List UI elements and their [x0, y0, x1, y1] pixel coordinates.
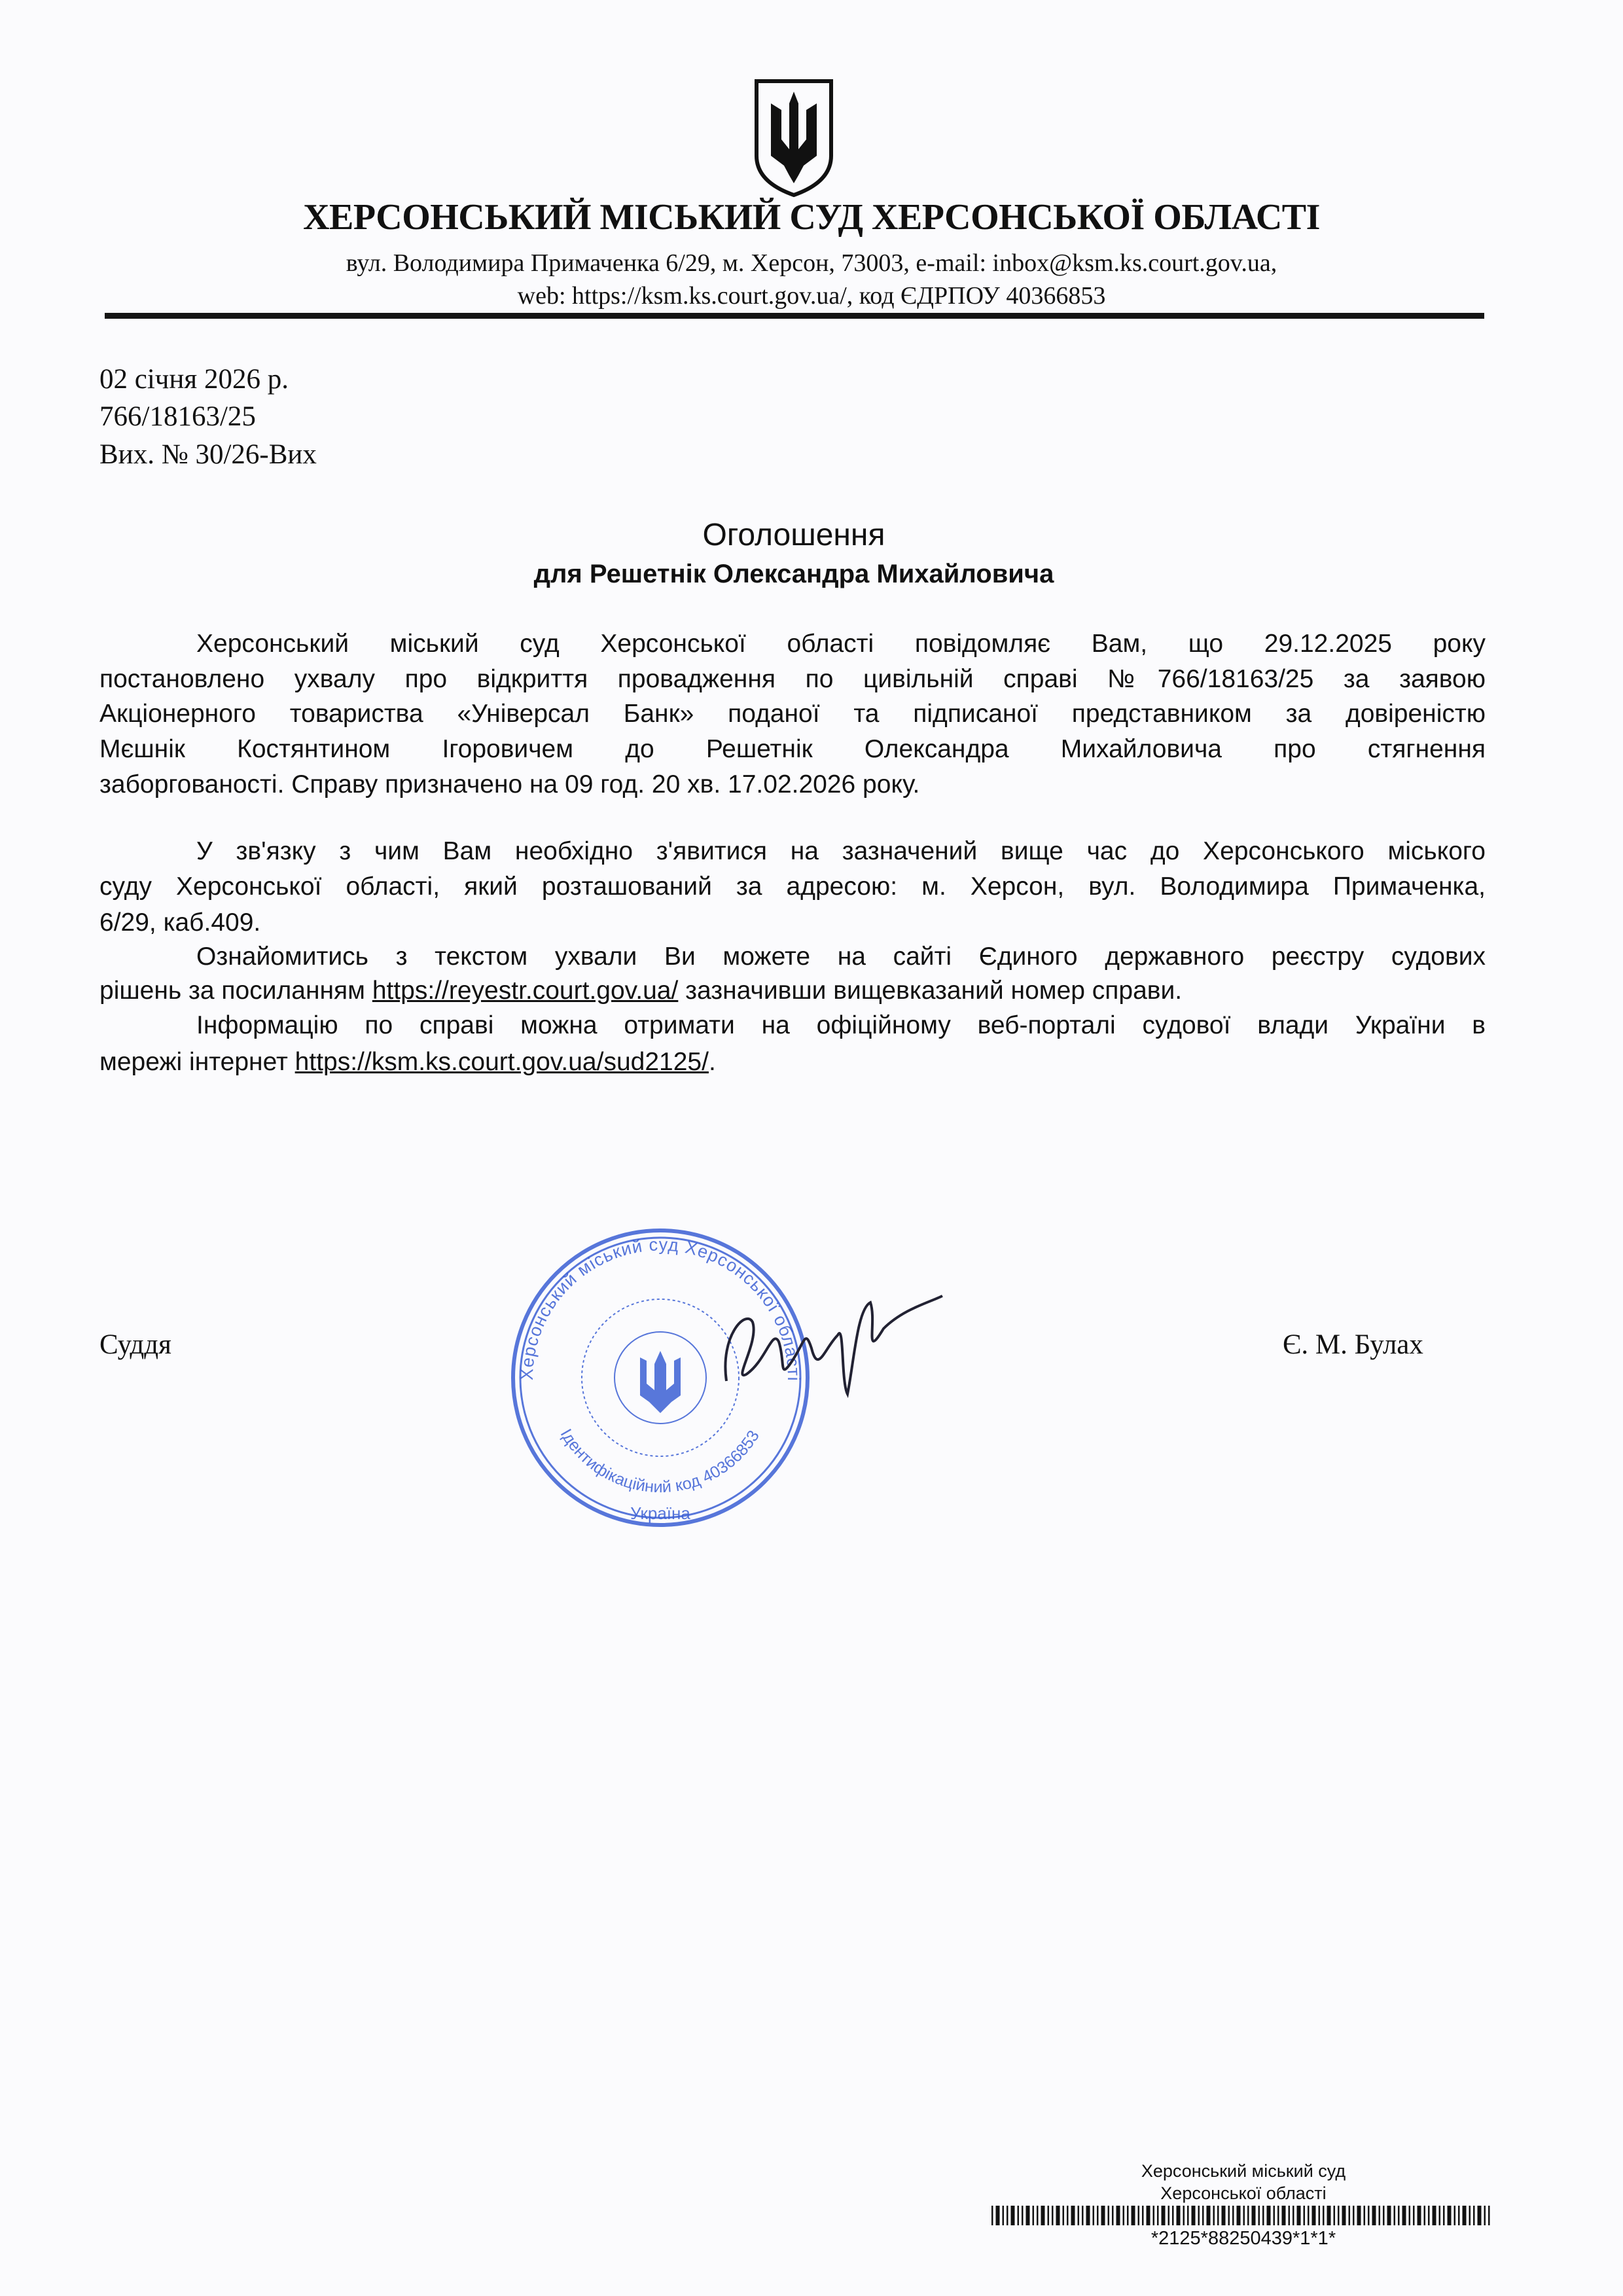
barcode-bar: [1274, 2206, 1275, 2225]
barcode-bar: [1003, 2206, 1005, 2225]
barcode-bar: [1187, 2206, 1189, 2225]
barcode-bar: [1243, 2206, 1245, 2225]
barcode-bar: [1319, 2206, 1321, 2225]
barcode-bar: [1448, 2206, 1452, 2225]
barcode-bar: [1228, 2206, 1230, 2225]
body-line: У зв'язку з чим Вам необхідно з'явитися на зазначений вище час до Херсонського міського: [196, 837, 1486, 865]
barcode-bar: [1338, 2206, 1340, 2225]
barcode-label-line1: Херсонський міський суд: [1141, 2161, 1346, 2181]
barcode-bar: [1207, 2206, 1211, 2225]
barcode-bar: [1473, 2206, 1475, 2225]
barcode-bar: [1293, 2206, 1294, 2225]
barcode-bar: [1142, 2206, 1144, 2225]
barcode-bar: [1217, 2206, 1219, 2225]
barcode-bar: [1192, 2206, 1196, 2225]
barcode-bar: [1157, 2206, 1159, 2225]
barcode-bar: [1011, 2206, 1015, 2225]
barcode-bar: [1428, 2206, 1430, 2225]
barcode-bar: [1277, 2206, 1279, 2225]
barcode-bar: [1052, 2206, 1054, 2225]
stamp-outer-text: Херсонський міський суд Херсонської області: [516, 1234, 804, 1381]
barcode-bar: [1041, 2206, 1045, 2225]
court-portal-link[interactable]: https://ksm.ks.court.gov.ua/sud2125/: [294, 1048, 709, 1076]
barcode-bar: [1086, 2206, 1090, 2225]
barcode-bar: [1304, 2206, 1306, 2225]
barcode-bar: [1138, 2206, 1140, 2225]
body-line: [99, 977, 1486, 1005]
body-line: суду Херсонської області, який розташований за адресою: м. Херсон, вул. Володимира Примаченка,: [99, 872, 1486, 901]
barcode-bar: [1383, 2206, 1385, 2225]
barcode-bar: [1379, 2206, 1381, 2225]
barcode-bar: [1112, 2206, 1114, 2225]
barcode-bar: [1252, 2206, 1256, 2225]
header-divider: [105, 313, 1484, 319]
barcode-bar: [1093, 2206, 1095, 2225]
barcode-bar: [1488, 2206, 1490, 2225]
barcode-bar: [1168, 2206, 1170, 2225]
coat-of-arms-icon: [751, 77, 836, 198]
barcode-bar: [996, 2206, 1000, 2225]
barcode-bar: [1334, 2206, 1336, 2225]
body-line: Херсонський міський суд Херсонської області повідомляє Вам, що 29.12.2025 року: [196, 630, 1486, 658]
registry-link[interactable]: https://reyestr.court.gov.ua/: [372, 977, 679, 1005]
barcode-bar: [1127, 2206, 1129, 2225]
barcode-bar: [1398, 2206, 1400, 2225]
barcode-bar: [1357, 2206, 1361, 2225]
barcode-bar: [1342, 2206, 1346, 2225]
barcode-bar: [1469, 2206, 1471, 2225]
barcode-bar: [1018, 2206, 1020, 2225]
barcode-bar: [991, 2206, 993, 2225]
barcode-bar: [1022, 2206, 1024, 2225]
barcode-bar: [1063, 2206, 1065, 2225]
stamp-inner-text: Ідентифікаційний код 40366853: [556, 1426, 763, 1497]
barcode-bar: [1424, 2206, 1426, 2225]
barcode-bar: [1048, 2206, 1050, 2225]
barcode-number: *2125*88250439*1*1*: [1150, 2228, 1336, 2249]
barcode-label-line2: Херсонської області: [1160, 2183, 1327, 2203]
barcode-bar: [1153, 2206, 1155, 2225]
barcode-bar: [1289, 2206, 1291, 2225]
barcode-bar: [1439, 2206, 1441, 2225]
barcode-bar: [1213, 2206, 1215, 2225]
body-line: Мєшнік Костянтином Ігоровичем до Решетнік Олександра Михайловича про стягнення: [99, 735, 1486, 763]
barcode-bar: [1177, 2206, 1181, 2225]
stamp-country: Україна: [630, 1503, 690, 1523]
barcode-bar: [1413, 2206, 1415, 2225]
outgoing-number: Вих. № 30/26-Вих: [99, 439, 317, 470]
text: мережі інтернет: [99, 1048, 295, 1076]
barcode-bar: [1418, 2206, 1421, 2225]
barcode-bar: [1172, 2206, 1174, 2225]
barcode-bar: [1132, 2206, 1135, 2225]
barcode-bar: [1394, 2206, 1396, 2225]
judge-role: Суддя: [99, 1329, 171, 1360]
barcode-bar: [1147, 2206, 1150, 2225]
body-line: Акціонерного товариства «Універсал Банк» поданої та підписаної представником за довіреністю: [99, 700, 1486, 728]
svg-text:Ідентифікаційний код 40366853: [557, 1426, 763, 1497]
barcode-bar: [1033, 2206, 1035, 2225]
barcode-bar: [1402, 2206, 1406, 2225]
barcode-bar: [1443, 2206, 1445, 2225]
barcode-bar: [1232, 2206, 1234, 2225]
barcode-bar: [1387, 2206, 1391, 2225]
barcode-bar: [1454, 2206, 1456, 2225]
text: .: [708, 1048, 716, 1076]
barcode-bar: [1364, 2206, 1366, 2225]
barcode-bar: [1037, 2206, 1039, 2225]
barcode-bar: [1282, 2206, 1286, 2225]
barcode-bar: [1484, 2206, 1486, 2225]
barcode-bar: [1433, 2206, 1436, 2225]
body-line: Ознайомитись з текстом ухвали Ви можете на сайті Єдиного державного реєстру судових: [196, 942, 1486, 971]
barcode-bar: [1458, 2206, 1460, 2225]
barcode-bar: [1312, 2206, 1316, 2225]
barcode-bar: [1071, 2206, 1075, 2225]
barcode: [991, 2206, 1494, 2225]
text: зазначивши вищевказаний номер справи.: [678, 977, 1183, 1005]
barcode-bar: [1202, 2206, 1204, 2225]
barcode-bar: [1101, 2206, 1105, 2225]
barcode-bar: [1078, 2206, 1080, 2225]
barcode-bar: [1162, 2206, 1166, 2225]
barcode-bar: [1247, 2206, 1249, 2225]
court-web: web: https://ksm.ks.court.gov.ua/, код ЄДРПОУ 40366853: [517, 282, 1106, 310]
barcode-bar: [1323, 2206, 1325, 2225]
barcode-bar: [1082, 2206, 1084, 2225]
barcode-bar: [1097, 2206, 1099, 2225]
announcement-recipient: для Решетнік Олександра Михайловича: [533, 560, 1054, 588]
barcode-bar: [1372, 2206, 1376, 2225]
barcode-bar: [1108, 2206, 1110, 2225]
barcode-bar: [1267, 2206, 1271, 2225]
barcode-bar: [1183, 2206, 1185, 2225]
body-line: заборгованості. Справу призначено на 09 год. 20 хв. 17.02.2026 року.: [99, 770, 920, 798]
barcode-bar: [1258, 2206, 1260, 2225]
court-address: вул. Володимира Примаченка 6/29, м. Херсон, 73003, e-mail: inbox@ksm.ks.court.gov.ua,: [346, 249, 1277, 277]
barcode-bar: [1368, 2206, 1370, 2225]
court-name: ХЕРСОНСЬКИЙ МІСЬКИЙ СУД ХЕРСОНСЬКОЇ ОБЛАСТІ: [303, 197, 1320, 238]
judge-name: Є. М. Булах: [1283, 1329, 1423, 1360]
barcode-bar: [1463, 2206, 1467, 2225]
barcode-bar: [1123, 2206, 1125, 2225]
document-date: 02 січня 2026 р.: [99, 364, 289, 395]
body-line: 6/29, каб.409.: [99, 908, 261, 937]
barcode-bar: [1353, 2206, 1355, 2225]
barcode-bar: [1198, 2206, 1200, 2225]
barcode-bar: [1409, 2206, 1411, 2225]
barcode-bar: [1262, 2206, 1264, 2225]
barcode-bar: [1237, 2206, 1241, 2225]
barcode-bar: [1007, 2206, 1008, 2225]
body-line: [99, 1048, 1486, 1077]
barcode-bar: [1327, 2206, 1331, 2225]
case-number: 766/18163/25: [99, 401, 256, 432]
barcode-bar: [1067, 2206, 1069, 2225]
barcode-bar: [1297, 2206, 1301, 2225]
body-line: постановлено ухвалу про відкриття провадження по цивільній справі №766/18163/25 за заявою: [99, 665, 1486, 693]
barcode-bar: [1116, 2206, 1120, 2225]
barcode-bar: [1308, 2206, 1310, 2225]
body-line: Інформацію по справі можна отримати на офіційному веб-порталі судової влади України в: [196, 1011, 1486, 1039]
announcement-title: Оголошення: [702, 518, 885, 552]
barcode-bar: [1222, 2206, 1226, 2225]
barcode-bar: [1349, 2206, 1351, 2225]
handwritten-signature: [707, 1283, 949, 1401]
barcode-bar: [1478, 2206, 1482, 2225]
barcode-bar: [1026, 2206, 1030, 2225]
text: рішень за посиланням: [99, 977, 372, 1005]
barcode-bar: [1056, 2206, 1060, 2225]
